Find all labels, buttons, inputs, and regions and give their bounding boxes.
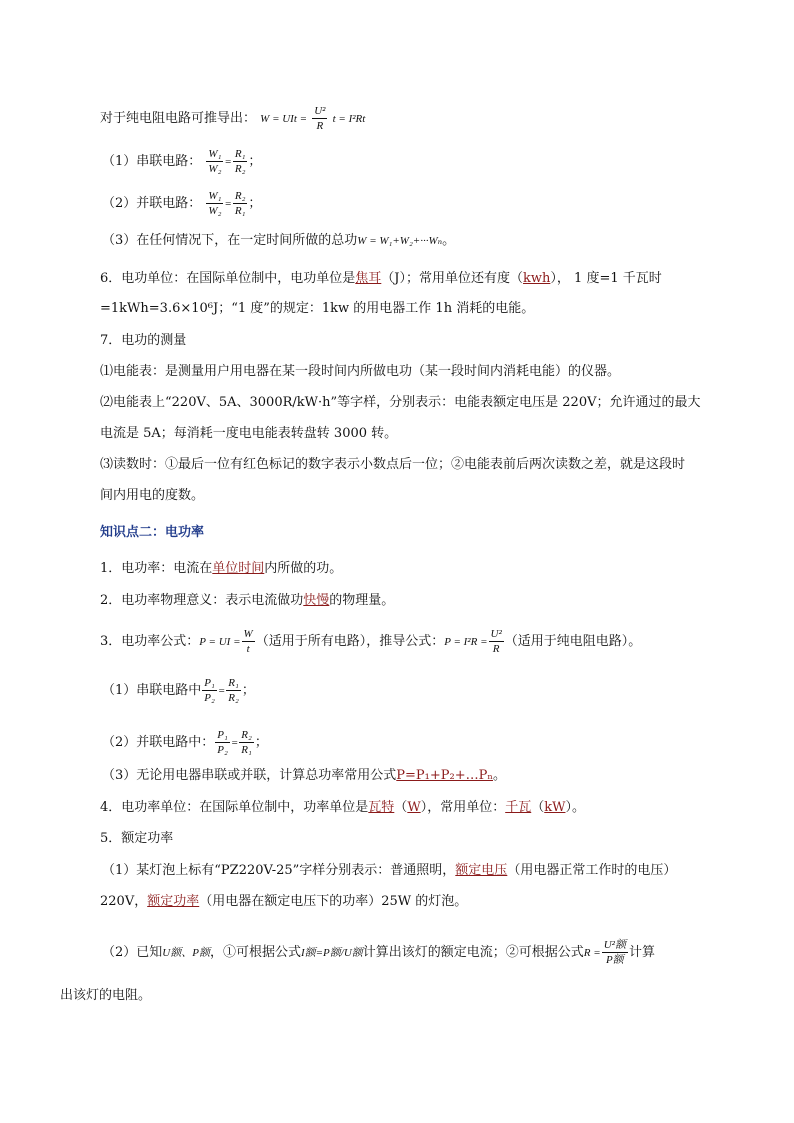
k2-item5-title: 5．额定功率: [100, 831, 174, 846]
k2-item2-a: 2．电功率物理意义：表示电流做功: [100, 593, 304, 608]
item7-p1: ⑴电能表：是测量用户用电器在某一段时间内所做电功（某一段时间内消耗电能）的仪器。: [100, 364, 621, 379]
power-formula-b: P = I²R =: [444, 636, 488, 648]
k2-series-label: （1）串联电路中: [102, 683, 202, 698]
period: 。: [442, 233, 456, 248]
k2-item3: [100, 627, 641, 656]
power-fraction-wt: [242, 627, 255, 656]
k2-item1: [100, 560, 342, 578]
k2-rated-voltage: 额定电压: [455, 863, 508, 878]
semicolon: ；: [241, 683, 255, 698]
k2-rated-power: 额定功率: [147, 894, 200, 909]
fraction-numerator: P₁: [217, 729, 228, 741]
series-fraction-r: [233, 147, 248, 176]
k2-total-formula: P=P₁+P₂+…Pₙ: [396, 768, 493, 783]
derive-line: [100, 104, 365, 133]
fraction-numerator: R₁: [228, 677, 239, 689]
k2-item4-d: （: [531, 800, 545, 815]
fraction-denominator: W₂: [208, 205, 222, 217]
k2-item1-a: 1．电功率：电流在: [100, 561, 213, 576]
k2-total-a: （3）无论用电器串联或并联，计算总功率常用公式: [102, 768, 397, 783]
k2-rated-l2-b: （用电器在额定电压下的功率）25W 的灯泡。: [199, 894, 468, 909]
series-fraction-w: [206, 147, 223, 176]
k2-rated2-r: R =: [583, 947, 601, 959]
fraction-numerator: U²额: [603, 939, 626, 951]
item7-p3-line1: ⑶读数时：①最后一位有红色标记的数字表示小数点后一位；②电能表前后两次读数之差，就是这段时: [100, 457, 686, 472]
parallel-line: （2）并联电路： $\frac{\text{W₁}}{\text{W₂}}$ = $\frac{\text{R₂}}{\text{R₁}}$ ；: [102, 190, 262, 217]
k2-series-fraction-r: [226, 676, 241, 705]
k2-item4-watt: 瓦特: [368, 800, 395, 815]
k2-rated-line1: [102, 862, 676, 880]
k2-parallel-label: （2）并联电路中：: [102, 735, 215, 750]
fraction-denominator: R₂: [228, 692, 239, 704]
fraction-denominator: P额: [605, 954, 624, 966]
k2-rated2-d: 计算: [628, 945, 655, 960]
k2-item2-speed: 快慢: [303, 593, 330, 608]
fraction-denominator: R₁: [241, 744, 252, 756]
item6-joule: 焦耳: [355, 271, 382, 286]
k2-total-power-line: [102, 767, 506, 785]
k2-rated-l2-a: 220V，: [100, 894, 148, 909]
k2-item4-a: 4．电功率单位：在国际单位制中，功率单位是: [100, 800, 369, 815]
k2-series-fraction-p: [202, 676, 217, 705]
k2-item4-kw: kW: [544, 800, 566, 815]
k2-item4-w: W: [407, 800, 421, 815]
item6-kwh: kwh: [523, 271, 551, 286]
k2-item3-a: 3．电功率公式：: [100, 634, 200, 649]
fraction-denominator: P₂: [217, 744, 228, 756]
k2-rated2-c: 计算出该灯的额定电流；②可根据公式: [362, 945, 584, 960]
item6-line1: [100, 270, 662, 288]
fraction-numerator: R₂: [234, 190, 246, 202]
item7-p2-line1: ⑵电能表上“220V、5A、3000R/kW·h”等字样，分别表示：电能表额定电压是 220V；允许通过的最大: [100, 395, 701, 410]
k2-parallel-fraction-p: [215, 728, 230, 757]
fraction-denominator: R: [316, 120, 324, 132]
k2-item1-b: 内所做的功。: [264, 561, 343, 576]
item7-p3-line2: 间内用电的度数。: [100, 488, 205, 503]
power-formula-a: P = UI =: [199, 636, 241, 648]
series-label: （1）串联电路：: [102, 154, 202, 169]
k2-rated2-current-formula: I额=P额/U额: [300, 947, 363, 959]
k2-series-line: （1）串联电路中 $\frac{\text{P₁}}{\text{P₂}}$ = $\frac{\text{R₁}}{\text{R₂}}$ ；: [102, 677, 255, 704]
k2-item2-b: 的物理量。: [329, 593, 395, 608]
item6-text-b: （J）；常用单位还有度（: [381, 271, 524, 286]
semicolon: ；: [254, 735, 268, 750]
k2-item4: [100, 799, 585, 817]
fraction-denominator: t: [246, 643, 250, 655]
item7-title: 7．电功的测量: [100, 333, 187, 348]
fraction-denominator: P₂: [204, 692, 215, 704]
parallel-fraction-w: [206, 189, 223, 218]
total-formula: W = W₁+W₂+···Wₙ: [357, 235, 443, 247]
parallel-fraction-r: [233, 189, 248, 218]
derive-prefix: 对于纯电阻电路可推导出：: [100, 111, 257, 126]
derive-formula-a: W = UIt =: [260, 113, 308, 125]
fraction-numerator: W: [243, 628, 253, 640]
k2-item4-e: ）。: [565, 800, 585, 815]
fraction-denominator: R: [492, 643, 500, 655]
k2-rated2-fraction: [602, 938, 628, 967]
k2-item3-c: （适用于纯电阻电路）。: [504, 634, 642, 649]
section-heading: 知识点二：电功率: [100, 525, 205, 540]
k2-rated2-line1: [102, 938, 655, 967]
k2-item1-unit-time: 单位时间: [212, 561, 265, 576]
semicolon: ；: [248, 154, 262, 169]
series-line: （1）串联电路： $\frac{\text{W₁}}{\text{W₂}}$ = $\frac{\text{R₁}}{\text{R₂}}$ ；: [102, 148, 262, 175]
k2-item4-kilowatt: 千瓦: [505, 800, 532, 815]
item6-text-a: 6．电功单位：在国际单位制中，电功单位是: [100, 271, 356, 286]
k2-rated-b: （用电器正常工作时的电压）: [507, 863, 677, 878]
fraction-denominator: R₂: [234, 163, 246, 175]
k2-rated2-b: ，①可根据公式: [209, 945, 301, 960]
k2-item3-b: （适用于所有电路），推导公式：: [255, 634, 445, 649]
total-work-line: [102, 232, 455, 250]
k2-item2: [100, 592, 394, 610]
k2-parallel-fraction-r: [239, 728, 254, 757]
fraction-numerator: R₁: [234, 148, 246, 160]
k2-parallel-line: （2）并联电路中： $\frac{\text{P₁}}{\text{P₂}}$ = $\frac{\text{R₂}}{\text{R₁}}$ ；: [102, 729, 268, 756]
fraction-numerator: W₁: [208, 190, 222, 202]
derive-formula-b: t = I²Rt: [332, 113, 366, 125]
parallel-label: （2）并联电路：: [102, 196, 202, 211]
k2-total-b: 。: [493, 768, 507, 783]
k2-item4-c: ），常用单位：: [420, 800, 506, 815]
k2-rated-a: （1）某灯泡上标有“PZ220V-25”字样分别表示：普通照明，: [102, 863, 456, 878]
k2-rated-line2: [100, 893, 467, 911]
fraction-denominator: W₂: [208, 163, 222, 175]
total-text: （3）在任何情况下，在一定时间所做的总功: [102, 233, 358, 248]
fraction-numerator: W₁: [208, 148, 222, 160]
k2-rated2-vars: U额、P额: [162, 947, 210, 959]
k2-item4-b: （: [394, 800, 408, 815]
fraction-numerator: P₁: [204, 677, 215, 689]
fraction-numerator: R₂: [241, 729, 252, 741]
item6-text-c: ）， 1 度=1 千瓦时: [550, 271, 662, 286]
fraction-numerator: U²: [314, 105, 326, 117]
semicolon: ；: [248, 196, 262, 211]
fraction-numerator: U²: [490, 628, 502, 640]
derive-fraction: [312, 104, 327, 133]
fraction-denominator: R₁: [234, 205, 246, 217]
k2-rated2-line2: 出该灯的电阻。: [60, 988, 152, 1003]
power-fraction-ur: [489, 627, 504, 656]
k2-rated2-a: （2）已知: [102, 945, 163, 960]
item7-p2-line2: 电流是 5A；每消耗一度电电能表转盘转 3000 转。: [100, 426, 398, 441]
item6-line2: =1kWh=3.6×10⁶J；“1 度”的规定：1kw 的用电器工作 1h 消耗的电能。: [100, 301, 535, 316]
